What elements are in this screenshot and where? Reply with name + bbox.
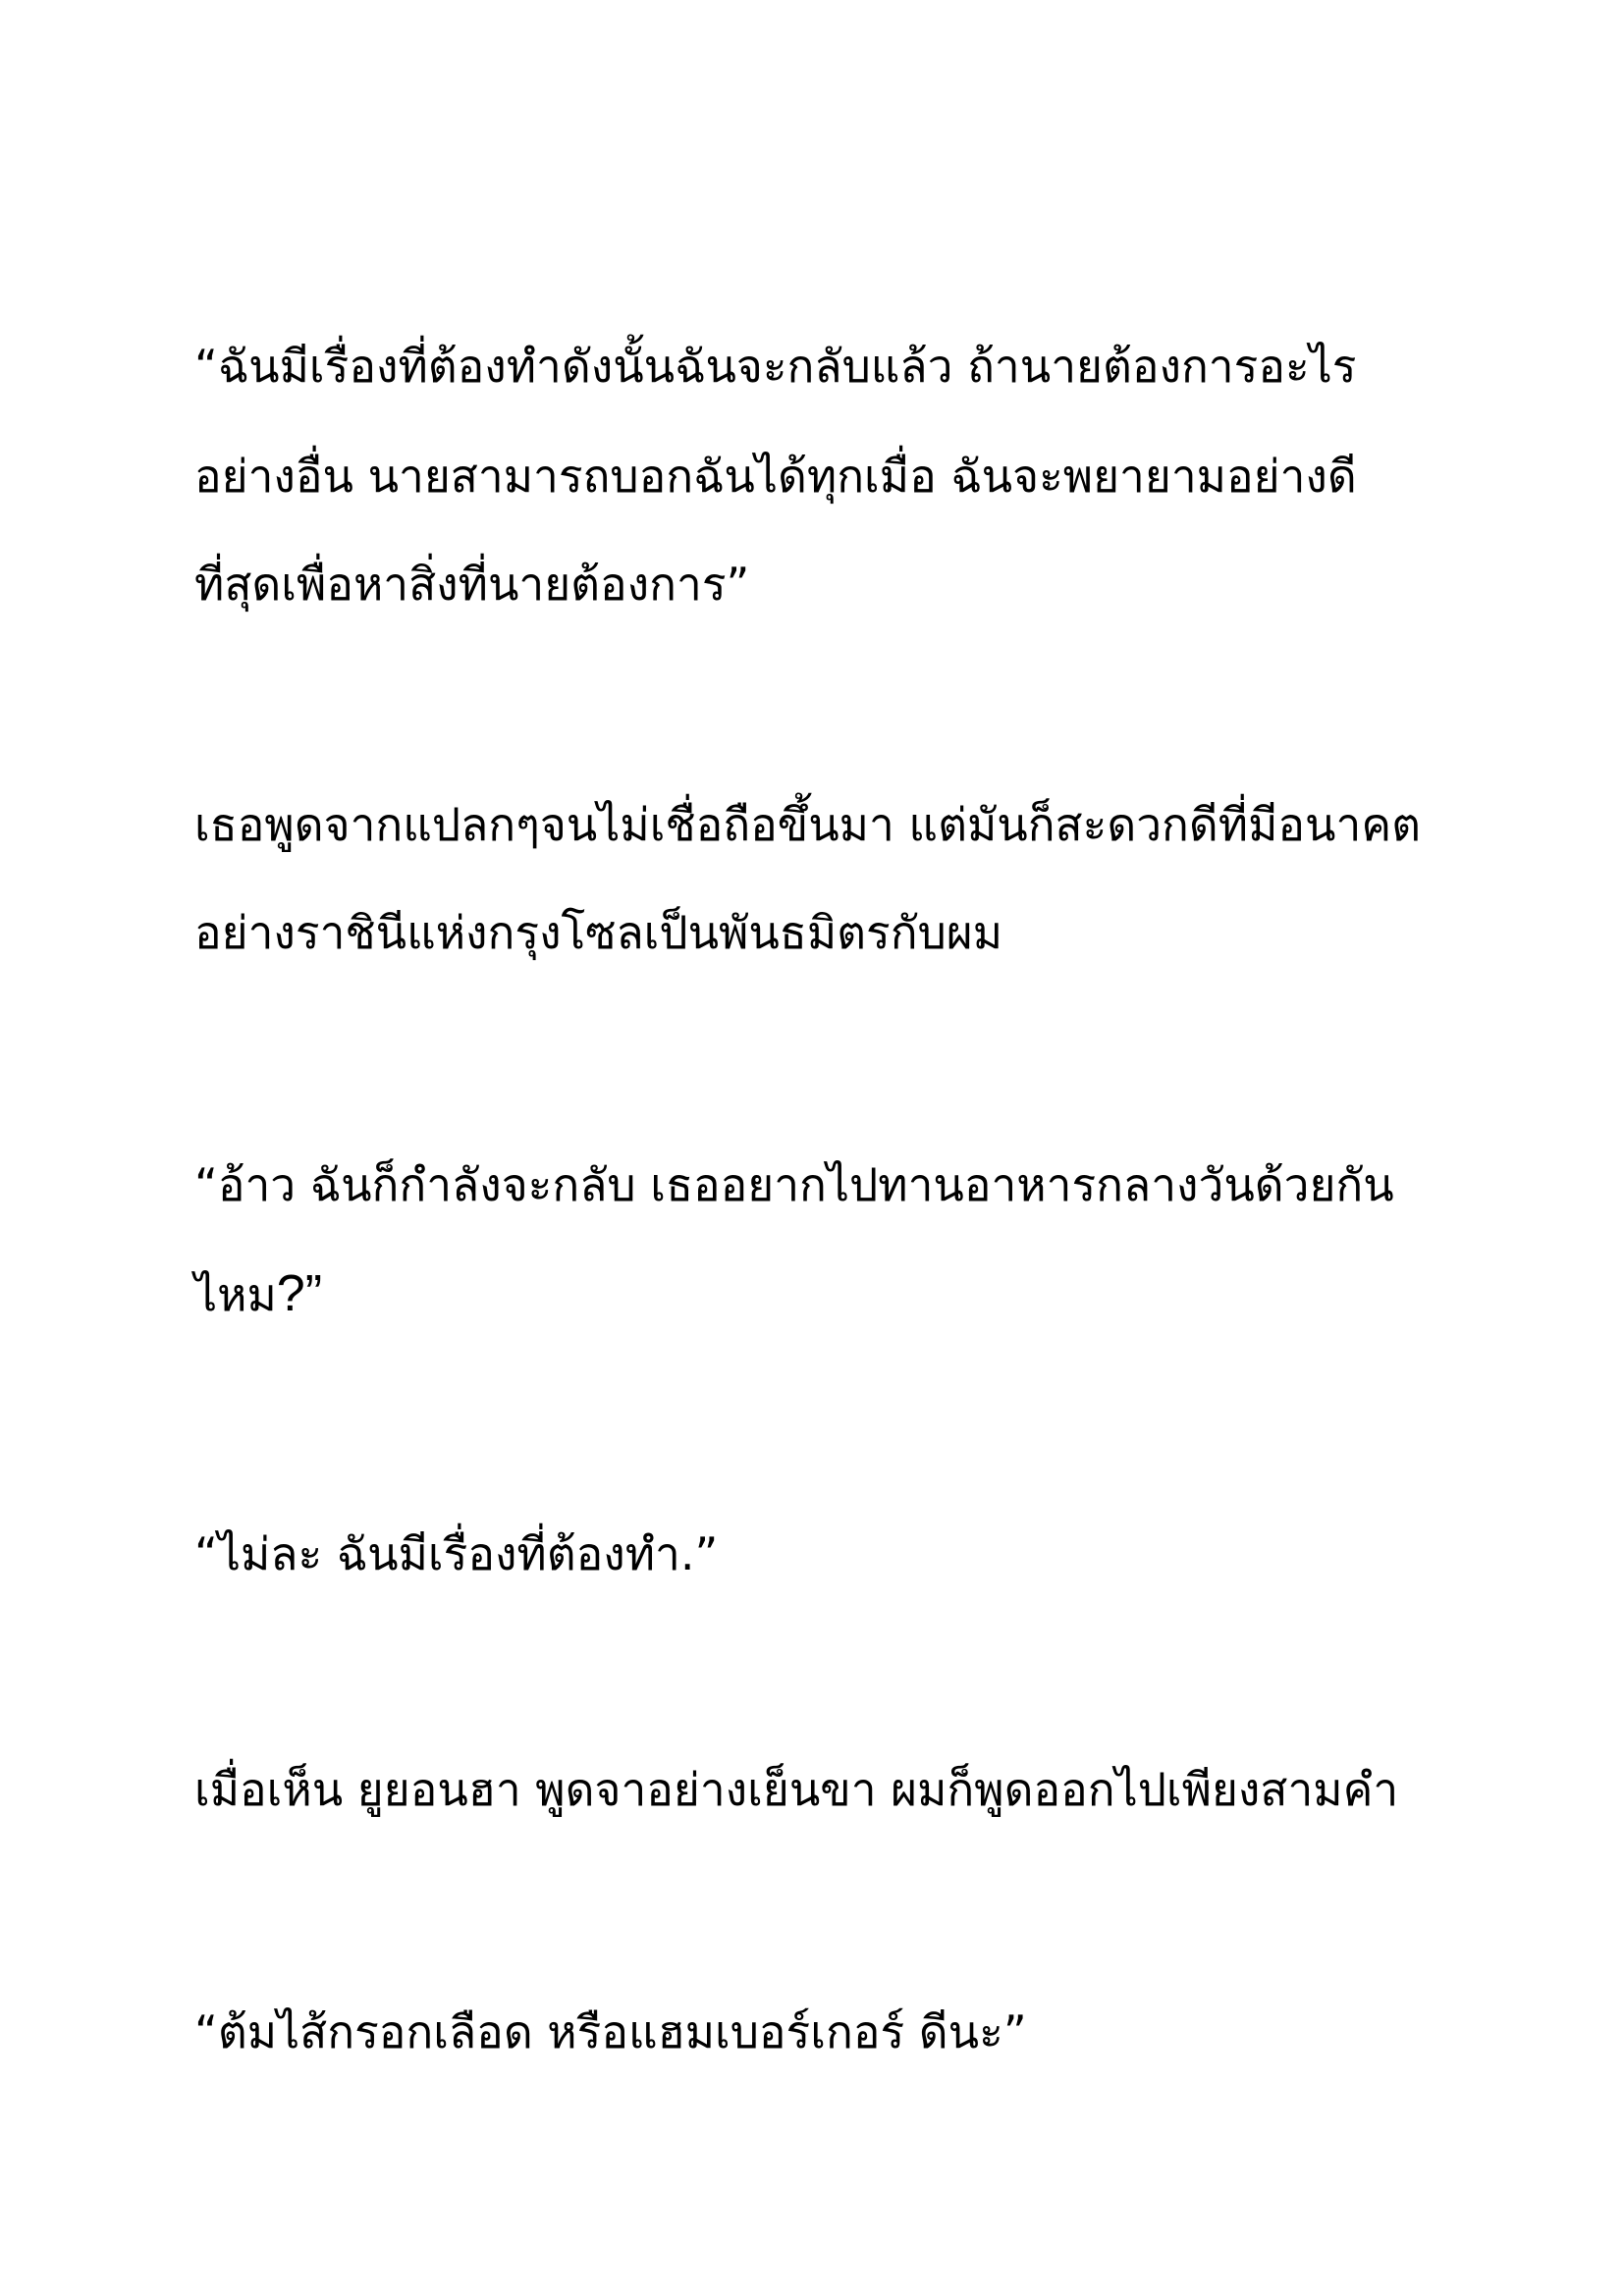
paragraph-1-line-3: ที่สุดเพื่อหาสิ่งที่นายต้องการ” [194, 558, 750, 611]
paragraph-3-line-1: “อ้าว ฉันก็กำลังจะกลับ เธออยากไปทานอาหารกลางวันด้วยกัน [194, 1158, 1394, 1211]
paragraph-3-line-2-text: ไหม [194, 1268, 277, 1321]
paragraph-2-line-1: เธอพูดจากแปลกๆจนไม่เชื่อถือขึ้นมา แต่มันก็สะดวกดีที่มีอนาคต [194, 798, 1421, 851]
paragraph-6-line-1: “ต้มไส้กรอกเลือด หรือแฮมเบอร์เกอร์ ดีนะ” [194, 2005, 1027, 2058]
paragraph-5-line-1: เมื่อเห็น ยูยอนฮา พูดจาอย่างเย็นขา ผมก็พูดออกไปเพียงสามคำ [194, 1763, 1399, 1816]
paragraph-2-line-2: อย่างราชินีแห่งกรุงโซลเป็นพันธมิตรกับผม [194, 906, 1003, 959]
paragraph-3-line-2 [194, 1264, 322, 1324]
paragraph-1-line-1: “ฉันมีเรื่องที่ต้องทำดังนั้นฉันจะกลับแล้ว ถ้านายต้องการอะไร [194, 340, 1357, 393]
question-mark: ?” [276, 1265, 323, 1322]
paragraph-1-line-2: อย่างอื่น นายสามารถบอกฉันได้ทุกเมื่อ ฉันจะพยายามอย่างดี [194, 450, 1357, 503]
paragraph-4-line-1: “ไม่ละ ฉันมีเรื่องที่ต้องทำ.” [194, 1527, 719, 1580]
